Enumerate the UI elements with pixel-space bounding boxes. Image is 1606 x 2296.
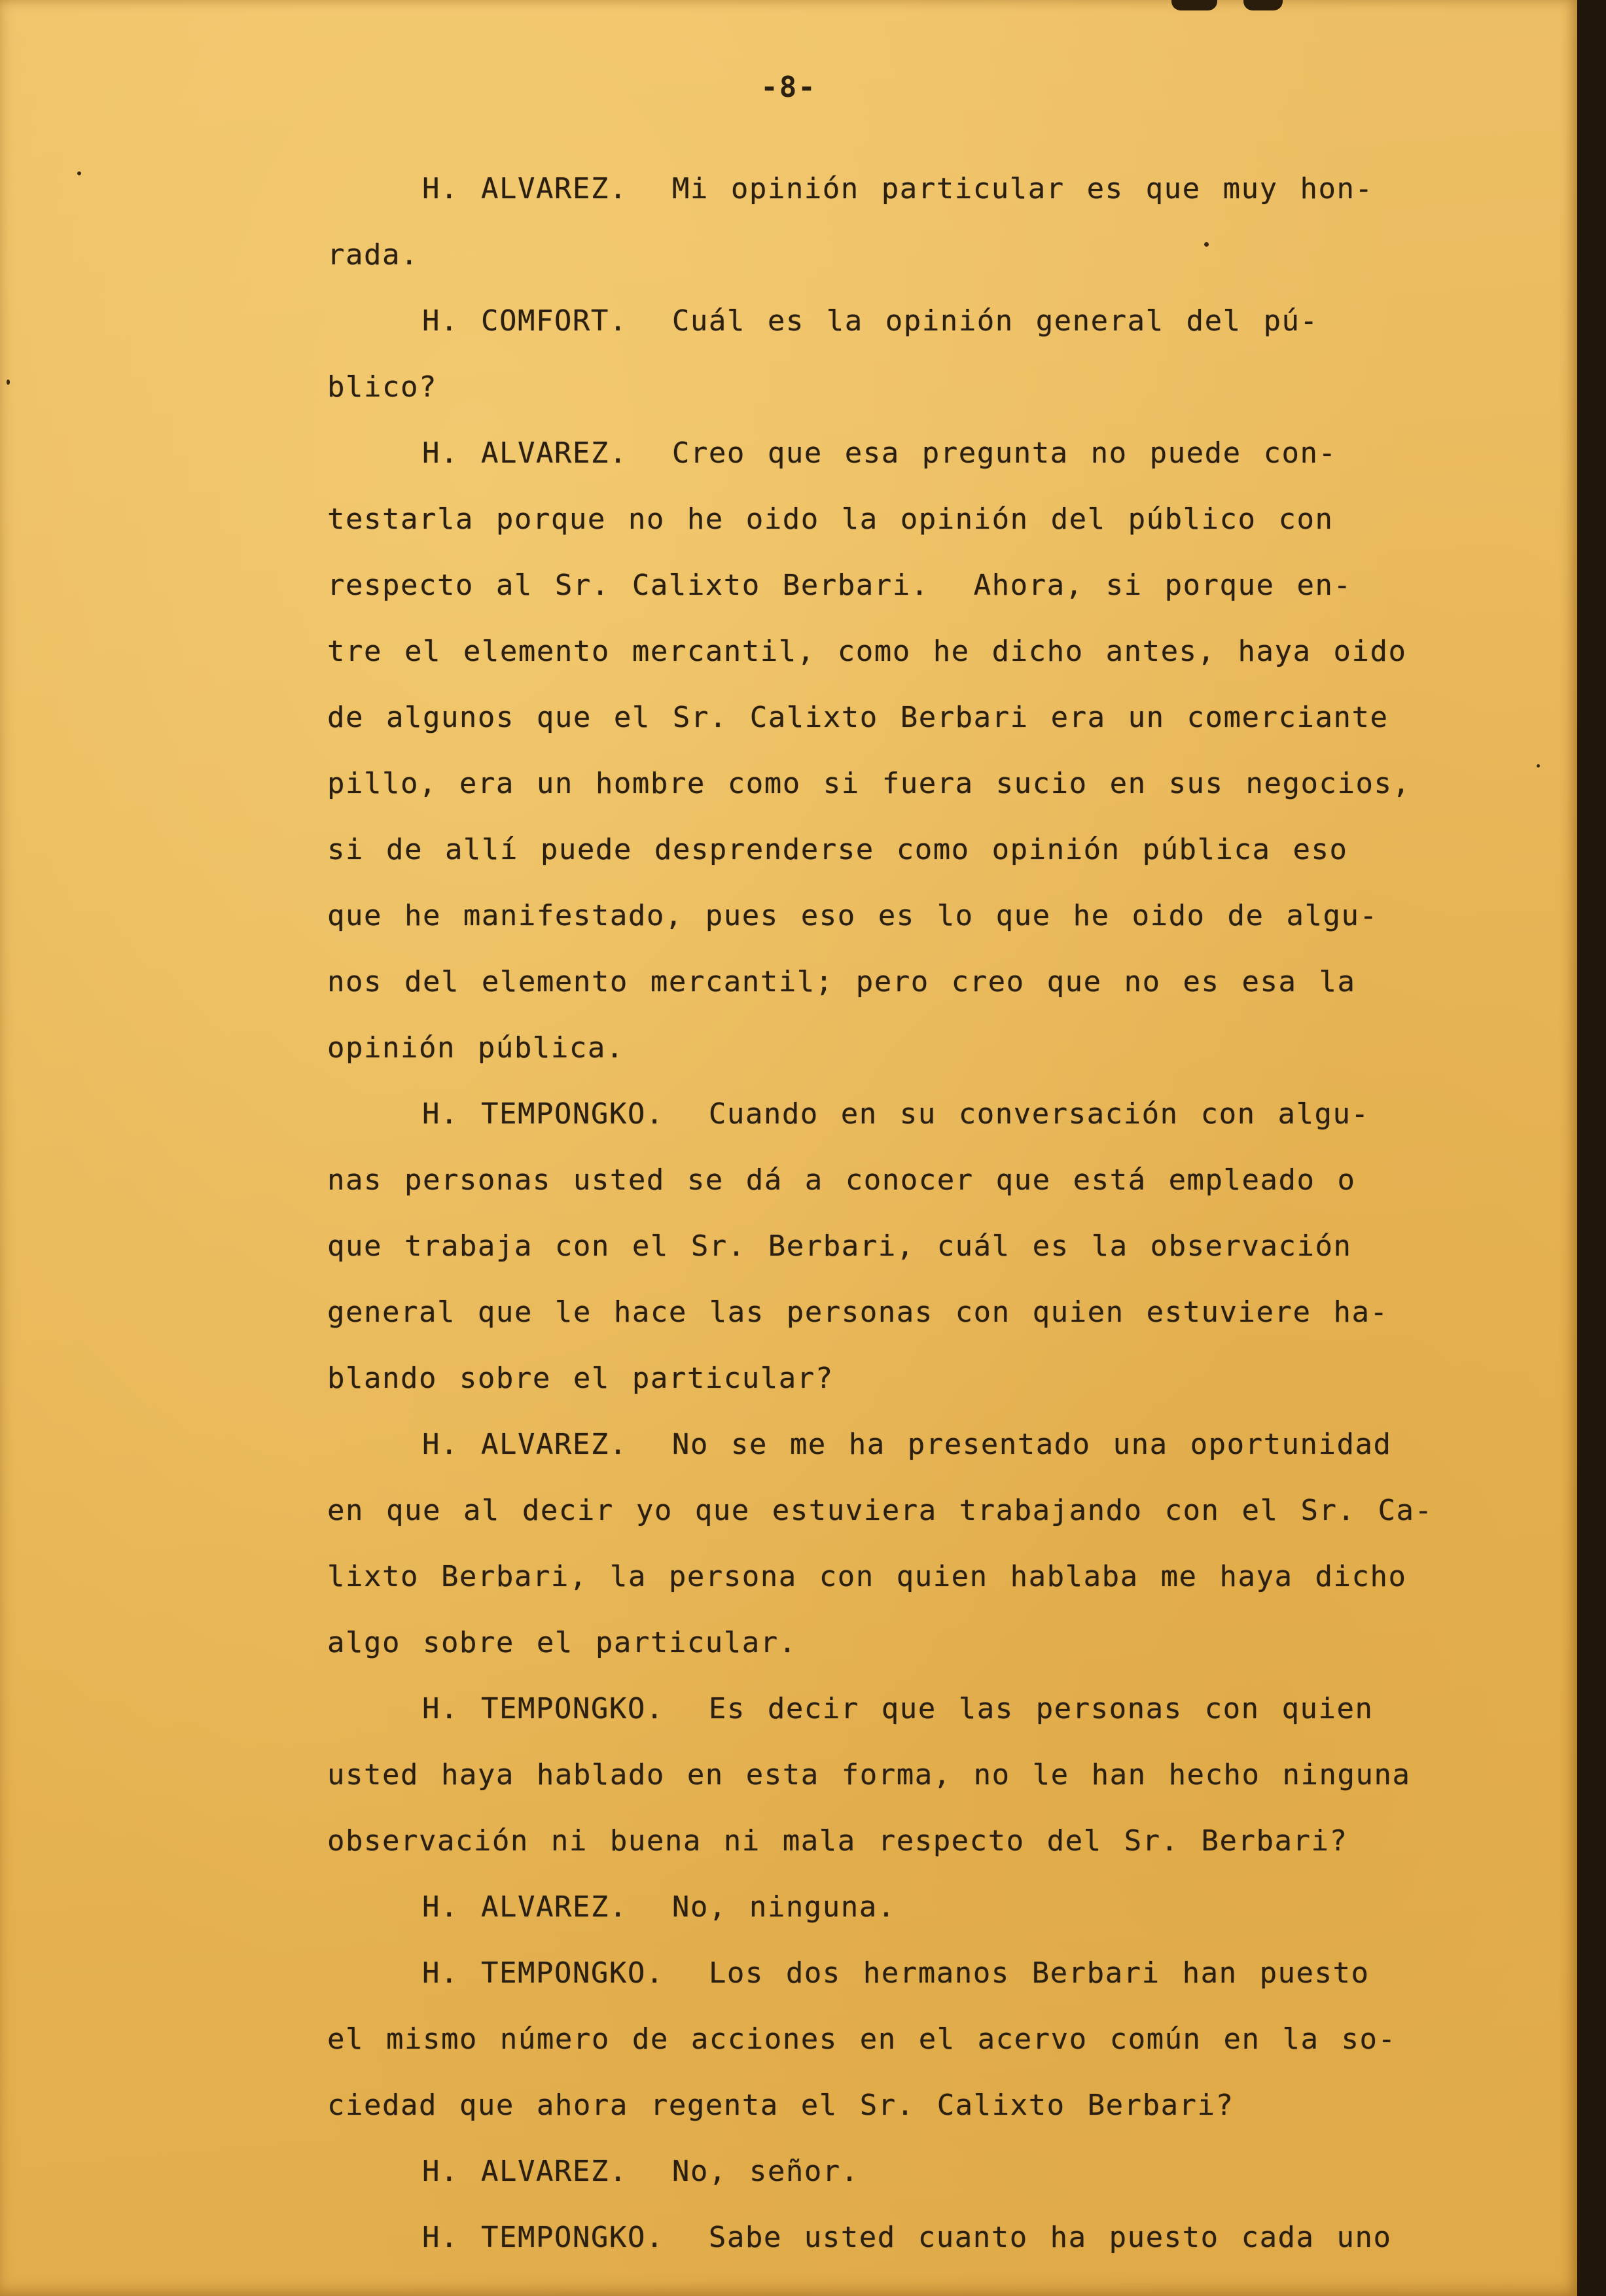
ink-blots	[1171, 0, 1315, 17]
ink-speck	[1537, 764, 1540, 768]
text-line: blico?	[327, 370, 437, 404]
text-line: H. ALVAREZ. No, ninguna.	[422, 1890, 896, 1924]
text-line: H. ALVAREZ. Creo que esa pregunta no puede con-	[422, 436, 1337, 470]
text-line: que trabaja con el Sr. Berbari, cuál es la observación	[327, 1229, 1352, 1263]
ink-speck	[1204, 242, 1209, 247]
text-line: opinión pública.	[327, 1031, 624, 1065]
text-line: H. ALVAREZ. No, señor.	[422, 2155, 859, 2188]
text-line: H. TEMPONGKO. Sabe usted cuanto ha puesto cada uno	[422, 2221, 1392, 2254]
document-body	[327, 156, 1472, 2270]
text-line: en que al decir yo que estuviera trabajando con el Sr. Ca-	[327, 1494, 1433, 1527]
text-line: H. ALVAREZ. Mi opinión particular es que muy hon-	[422, 172, 1374, 205]
text-line: H. TEMPONGKO. Cuando en su conversación con algu-	[422, 1097, 1370, 1131]
text-line: usted haya hablado en esta forma, no le han hecho ninguna	[327, 1758, 1411, 1792]
text-line: H. COMFORT. Cuál es la opinión general del pú-	[422, 304, 1319, 338]
text-line: pillo, era un hombre como si fuera sucio en sus negocios,	[327, 767, 1411, 800]
text-line: blando sobre el particular?	[327, 1362, 834, 1395]
text-line: general que le hace las personas con quien estuviere ha-	[327, 1296, 1389, 1329]
text-line: H. TEMPONGKO. Los dos hermanos Berbari han puesto	[422, 1956, 1370, 1990]
text-line: si de allí puede desprenderse como opinión pública eso	[327, 833, 1348, 866]
text-line: H. TEMPONGKO. Es decir que las personas con quien	[422, 1692, 1374, 1725]
page-number: -8-	[760, 71, 817, 104]
text-line: testarla porque no he oido la opinión del público con	[327, 503, 1334, 536]
text-line: respecto al Sr. Calixto Berbari. Ahora, si porque en-	[327, 569, 1352, 602]
text-line: rada.	[327, 238, 419, 272]
text-line: observación ni buena ni mala respecto del Sr. Berbari?	[327, 1824, 1348, 1858]
text-line: de algunos que el Sr. Calixto Berbari era un comerciante	[327, 701, 1389, 734]
scan-edge	[1577, 0, 1606, 2296]
text-line: ciedad que ahora regenta el Sr. Calixto Berbari?	[327, 2089, 1234, 2122]
text-line: tre el elemento mercantil, como he dicho antes, haya oido	[327, 635, 1407, 668]
text-line: nos del elemento mercantil; pero creo que no es esa la	[327, 965, 1356, 998]
text-line: H. ALVAREZ. No se me ha presentado una oportunidad	[422, 1428, 1392, 1461]
text-line: algo sobre el particular.	[327, 1626, 797, 1659]
text-line: que he manifestado, pues eso es lo que he oido de algu-	[327, 899, 1378, 932]
text-line: el mismo número de acciones en el acervo común en la so-	[327, 2022, 1397, 2056]
ink-speck	[7, 380, 10, 385]
text-line: lixto Berbari, la persona con quien hablaba me haya dicho	[327, 1560, 1407, 1593]
text-line: nas personas usted se dá a conocer que está empleado o	[327, 1163, 1356, 1197]
ink-speck	[77, 171, 81, 175]
